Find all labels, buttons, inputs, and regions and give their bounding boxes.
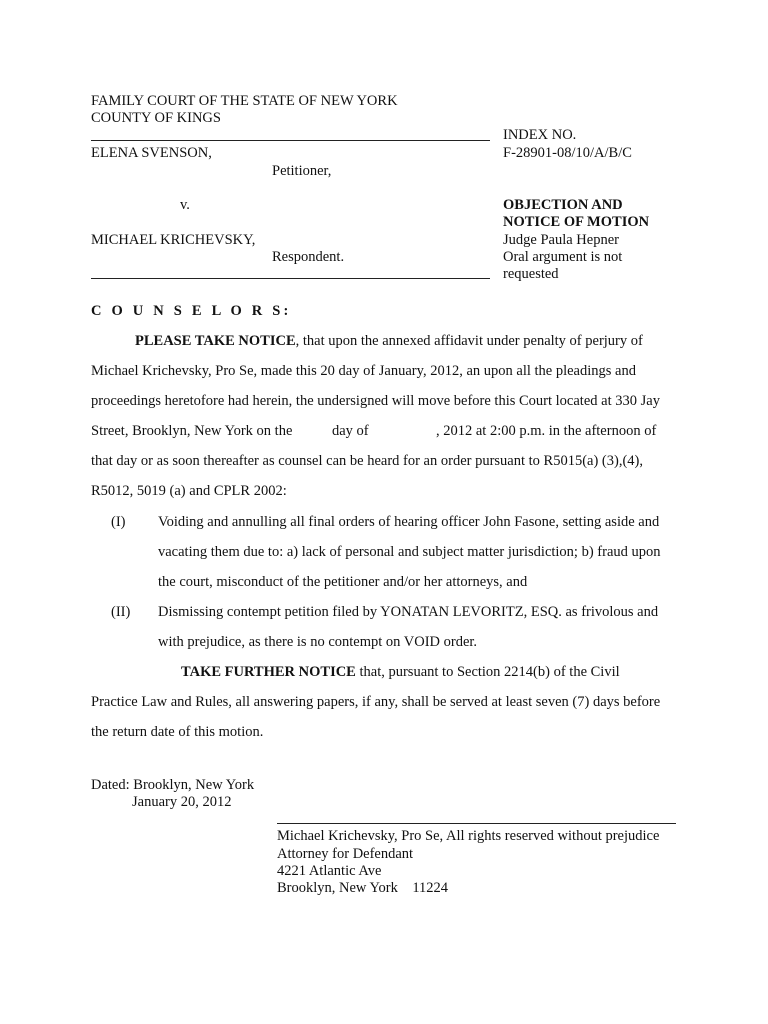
- respondent-name: MICHAEL KRICHEVSKY,: [91, 232, 256, 248]
- signature-line: [277, 823, 676, 824]
- signature-name: Michael Krichevsky, Pro Se, All rights reserved without prejudice: [277, 828, 660, 844]
- caption-top-rule: [91, 140, 490, 141]
- salutation: C O U N S E L O R S:: [91, 303, 292, 319]
- versus: v.: [180, 197, 190, 213]
- caption-bottom-rule: [91, 278, 490, 279]
- please-take-notice: PLEASE TAKE NOTICE: [135, 333, 296, 349]
- respondent-role: Respondent.: [272, 249, 345, 265]
- body-line-2: Michael Krichevsky, Pro Se, made this 20 day of January, 2012, an upon all the pleadings and: [91, 363, 636, 379]
- further-notice-line-1: [181, 663, 620, 681]
- judge-name: Judge Paula Hepner: [503, 232, 619, 248]
- oral-argument-line1: Oral argument is not: [503, 249, 623, 265]
- index-number: F-28901-08/10/A/B/C: [503, 145, 632, 161]
- body-line-1-rest: , that upon the annexed affidavit under penalty of perjury of: [295, 333, 643, 349]
- signature-title: Attorney for Defendant: [277, 846, 414, 862]
- item-2-line-2: with prejudice, as there is no contempt on VOID order.: [158, 634, 478, 650]
- body-line-3: proceedings heretofore had herein, the undersigned will move before this Court located at 330 Jay: [91, 393, 660, 409]
- further-notice-line-2: Practice Law and Rules, all answering papers, if any, shall be served at least seven (7) days before: [91, 694, 661, 710]
- item-1-line-1: Voiding and annulling all final orders of hearing officer John Fasone, setting aside and: [158, 514, 660, 530]
- take-further-notice: TAKE FURTHER NOTICE: [181, 664, 356, 680]
- signature-address-city: Brooklyn, New York 11224: [277, 880, 449, 896]
- item-1-number: (I): [111, 514, 126, 530]
- body-line-4b: day of: [332, 423, 369, 439]
- item-1-line-2: vacating them due to: a) lack of personal and subject matter jurisdiction; b) fraud upon: [158, 544, 661, 560]
- further-notice-rest: that, pursuant to Section 2214(b) of the Civil: [355, 664, 620, 680]
- dated-place: Dated: Brooklyn, New York: [91, 777, 255, 793]
- petitioner-name: ELENA SVENSON,: [91, 145, 212, 161]
- index-label: INDEX NO.: [503, 127, 577, 143]
- body-line-4c: , 2012 at 2:00 p.m. in the afternoon of: [436, 423, 657, 439]
- court-name: FAMILY COURT OF THE STATE OF NEW YORK: [91, 93, 398, 109]
- body-line-4a: Street, Brooklyn, New York on the: [91, 423, 293, 439]
- body-line-1: [135, 332, 643, 350]
- petitioner-role: Petitioner,: [272, 163, 332, 179]
- item-2-number: (II): [111, 604, 131, 620]
- oral-argument-line2: requested: [503, 266, 559, 282]
- doc-title-line2: NOTICE OF MOTION: [503, 214, 650, 230]
- item-2-line-1: Dismissing contempt petition filed by YONATAN LEVORITZ, ESQ. as frivolous and: [158, 604, 659, 620]
- court-county: COUNTY OF KINGS: [91, 110, 221, 126]
- doc-title-line1: OBJECTION AND: [503, 197, 623, 213]
- body-line-5: that day or as soon thereafter as counsel can be heard for an order pursuant to R5015(a) (3),(4),: [91, 453, 643, 469]
- dated-date: January 20, 2012: [132, 794, 232, 810]
- item-1-line-3: the court, misconduct of the petitioner and/or her attorneys, and: [158, 574, 528, 590]
- body-line-6: R5012, 5019 (a) and CPLR 2002:: [91, 483, 287, 499]
- signature-address-street: 4221 Atlantic Ave: [277, 863, 382, 879]
- further-notice-line-3: the return date of this motion.: [91, 724, 264, 740]
